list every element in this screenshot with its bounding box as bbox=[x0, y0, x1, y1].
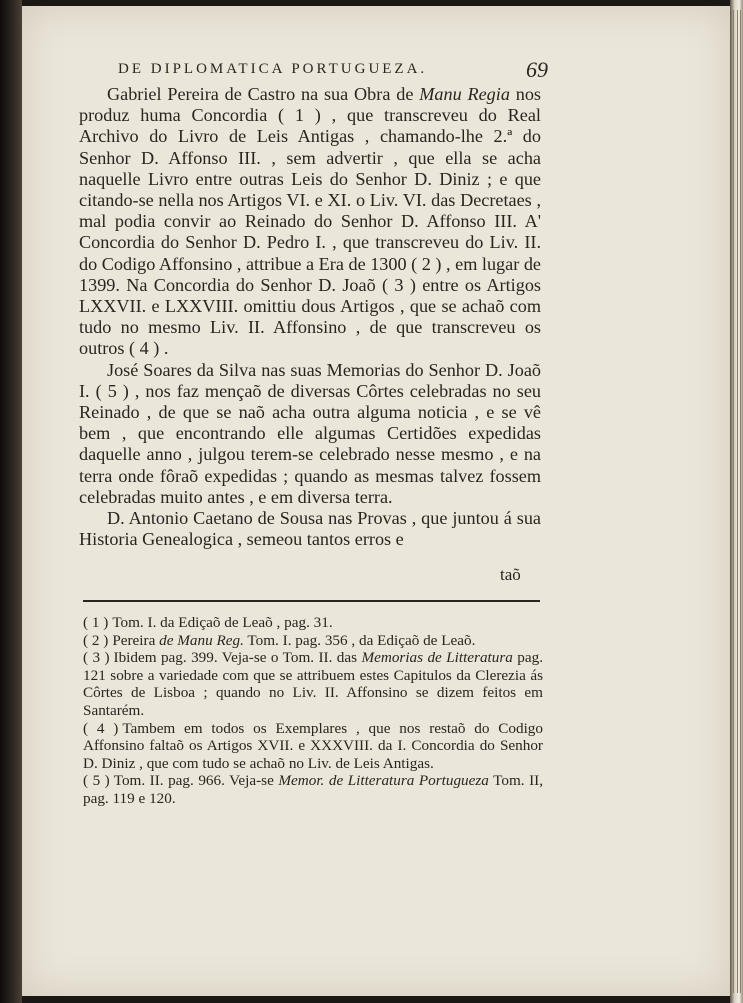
footnote-rule bbox=[83, 600, 540, 602]
footnote-3: ( 3 ) Ibidem pag. 399. Veja-se o Tom. II. das Memorias de Litteratura pag. 121 sobre a variedade com que se attribuem estes Capitulos da Clerezia ás Côrtes de Lisboa ; quando no Liv. II. Affonsino se dizem feitos em Santarém. bbox=[83, 649, 544, 719]
paragraph-castro: Gabriel Pereira de Castro na sua Obra de Manu Regia nos produz huma Concordia ( 1 ) , que transcreveu do Real Archivo do Livro de Leis Antigas , chamando-lhe 2.ª do Senhor D. Affonso III. , sem advertir , que ella se acha naquelle Livro entre outras Leis do Senhor D. Diniz ; e que citando-se nella nos Artigos VI. e XI. o Liv. VI. das Decretaes , mal podia convir ao Reinado do Senhor D. Affonso III. A' Concordia do Senhor D. Pedro I. , que transcreveu do Liv. II. do Codigo Affonsino , attribue a Era de 1300 ( 2 ) , em lugar de 1399. Na Concordia do Senhor D. Joaõ ( 3 ) entre os Artigos LXXVII. e LXXVIII. omittiu dous Artigos , que se achaõ com tudo no mesmo Liv. II. Affonsino , de que transcreveu os outros ( 4 ) . bbox=[79, 84, 542, 359]
body-text bbox=[79, 84, 541, 550]
footnote-4: ( 4 ) Tambem em todos os Exemplares , que nos restaõ do Codigo Affonsino faltaõ os Artigos XVII. e XXXVIII. da I. Concordia do Senhor D. Diniz , que com tudo se achaõ no Liv. de Leis Antigas. bbox=[83, 719, 543, 772]
footnote-2: ( 2 ) Pereira de Manu Reg. Tom. I. pag. 356 , da Ediçaõ de Leaõ. bbox=[83, 631, 476, 649]
running-title: DE DIPLOMATICA PORTUGUEZA. bbox=[118, 61, 428, 77]
catchword: taõ bbox=[500, 565, 521, 584]
paragraph-soares: José Soares da Silva nas suas Memorias do Senhor D. Joaõ I. ( 5 ) , nos faz mençaõ de diversas Côrtes celebradas no seu Reinado , de que se naõ acha outra alguma noticia , e se vê bem , que encontrando elle algumas Certidões expedidas daquelle anno , julgou terem-se celebrado nesse mesmo , e na terra onde fôraõ expedidas ; quando as mesmas talvez fossem celebradas muito antes , e em diversa terra. bbox=[79, 359, 541, 507]
book-spine bbox=[0, 0, 22, 1003]
running-header bbox=[118, 57, 548, 83]
footnote-1: ( 1 ) Tom. I. da Ediçaõ de Leaõ , pag. 31. bbox=[83, 614, 333, 631]
footnotes bbox=[83, 614, 543, 808]
paragraph-sousa: D. Antonio Caetano de Sousa nas Provas , que juntou á sua Historia Genealogica , semeou tantos erros e bbox=[79, 508, 541, 550]
page-number: 69 bbox=[526, 57, 548, 82]
page-edges bbox=[730, 0, 743, 1003]
footnote-5: ( 5 ) Tom. II. pag. 966. Veja-se Memor. de Litteratura Portugueza Tom. II, pag. 119 e 120. bbox=[83, 772, 543, 807]
